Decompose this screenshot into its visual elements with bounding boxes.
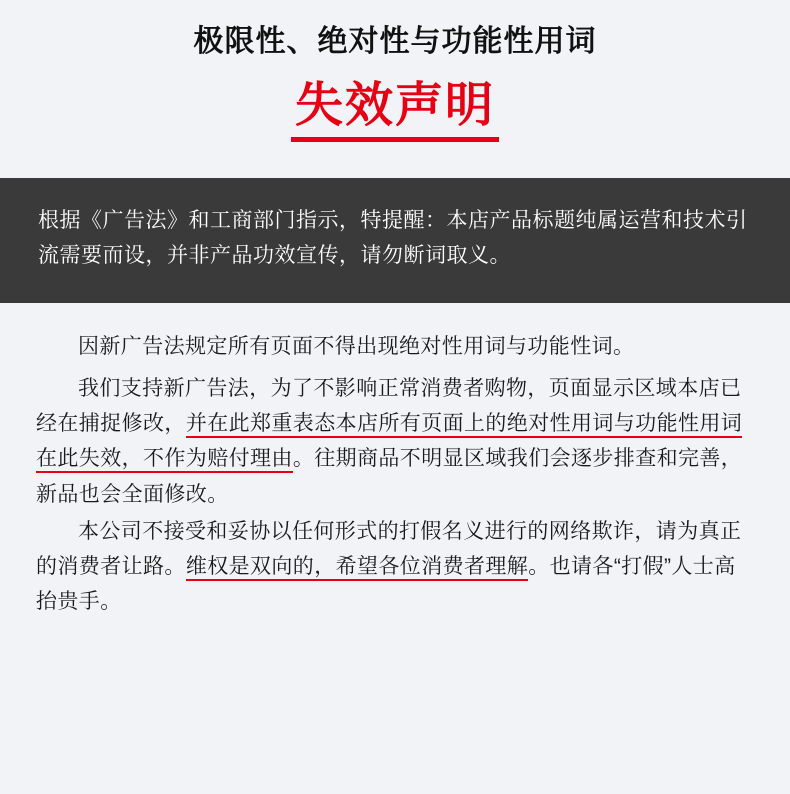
legal-notice-banner: 根据《广告法》和工商部门指示，特提醒：本店产品标题纯属运营和技术引流需要而设，并非产品功效宣传，请勿断词取义。: [0, 178, 790, 303]
statement-body: [0, 303, 790, 619]
page-subtitle-wrapper: [0, 78, 790, 142]
paragraph-three-emphasis: 维权是双向的，希望各位消费者理解: [186, 555, 528, 581]
paragraph-two-emphasis: 并在此郑重表态本店所有页面上的绝对性用词与功能性用词在此失效，不作为赔付理由: [36, 412, 742, 473]
paragraph-two-lead: 我们支持新广告法，为了不影响正常消费者购物，页面显示区域本店已经在捕捉修改，: [36, 376, 742, 435]
paragraph-three-lead: 本公司不接受和妥协以任何形式的打假名义进行的网络欺诈，请为真正的消费者让路。: [36, 519, 742, 579]
paragraph-three: [36, 514, 754, 620]
page-header: [0, 0, 790, 142]
paragraph-three-tail: 。也请各“打假”人士高抬贵手。: [36, 555, 736, 614]
paragraph-two: [36, 371, 754, 512]
paragraph-one: 因新广告法规定所有页面不得出现绝对性用词与功能性词。: [78, 335, 635, 359]
paragraph-two-tail: 。往期商品不明显区域我们会逐步排查和完善，新品也会全面修改。: [36, 447, 743, 506]
page-subtitle: 失效声明: [291, 78, 499, 142]
page-title: 极限性、绝对性与功能性用词: [193, 25, 597, 58]
